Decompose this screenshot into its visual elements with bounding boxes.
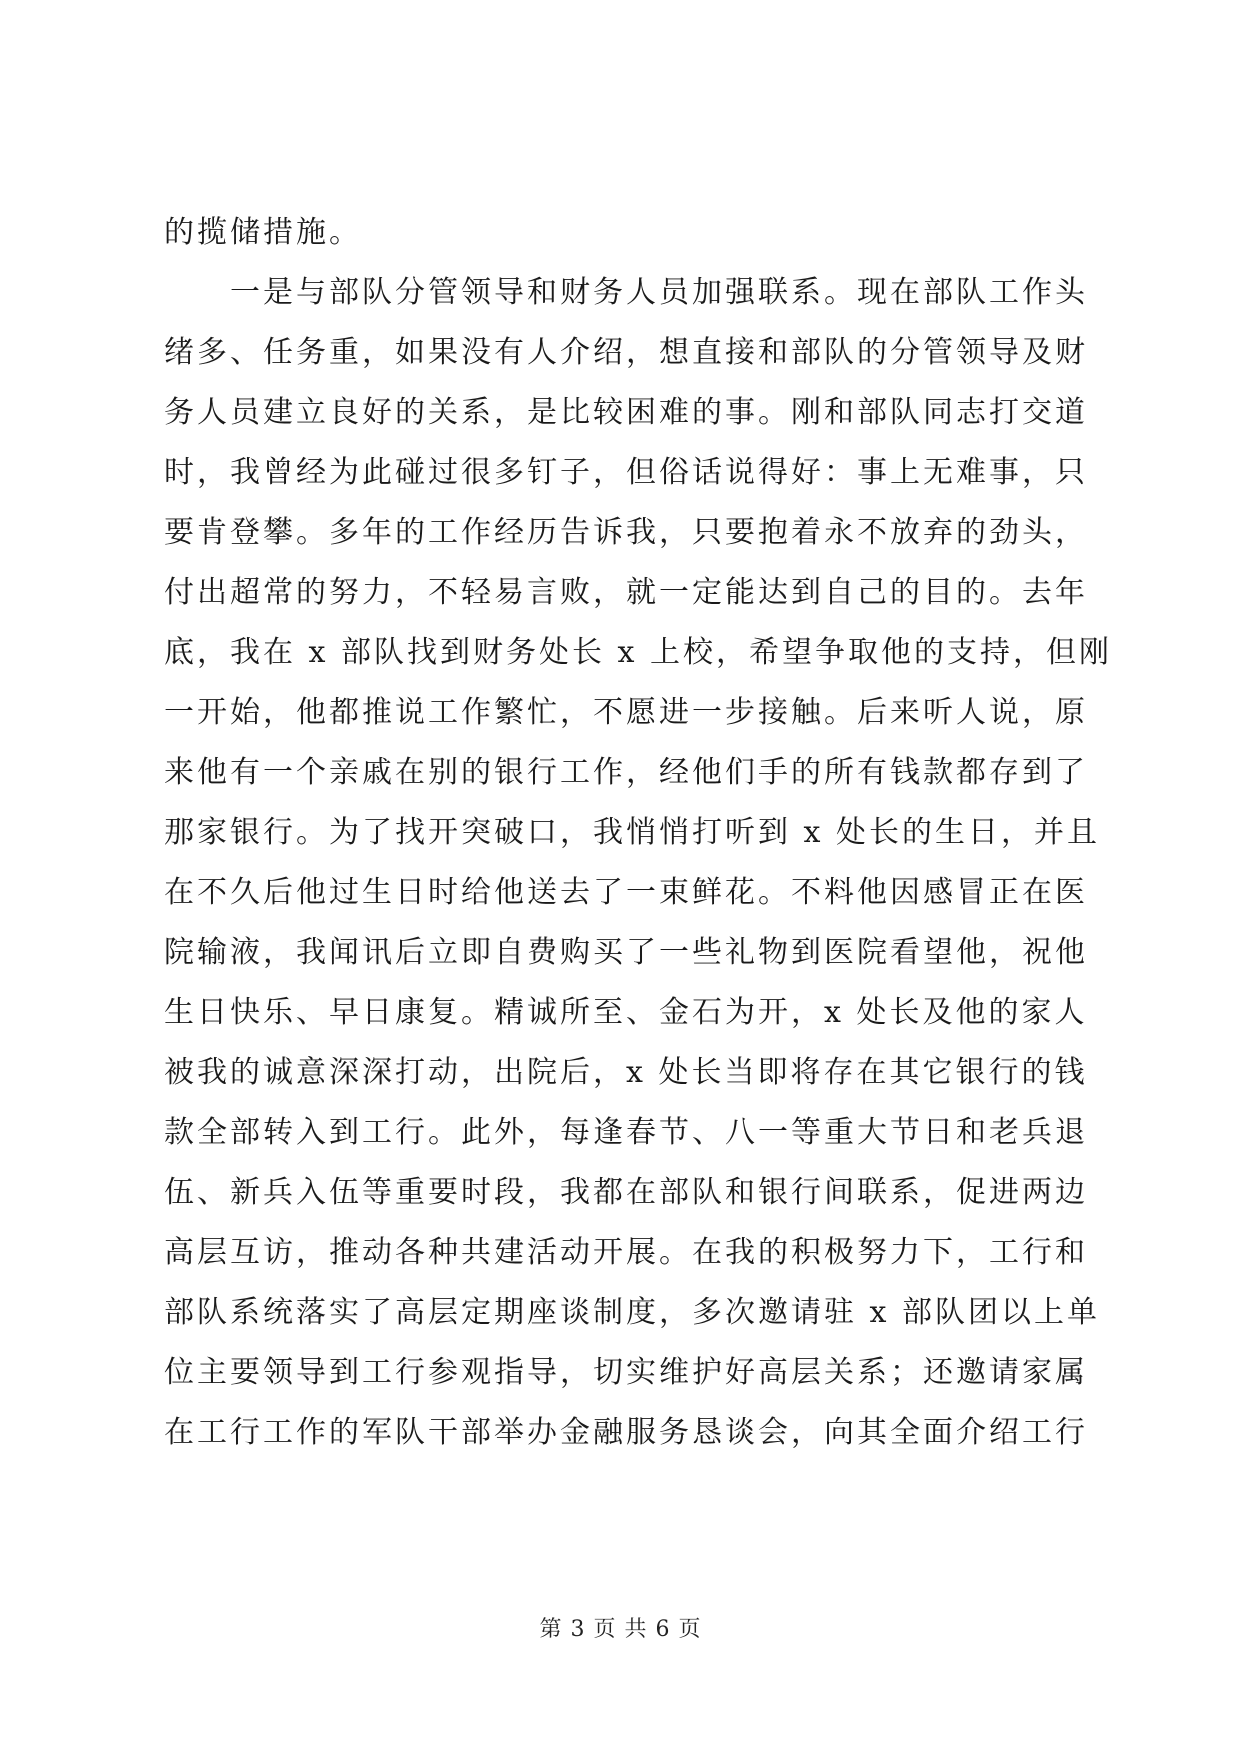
text-line: 院输液，我闻讯后立即自费购买了一些礼物到医院看望他，祝他 <box>164 935 1088 970</box>
text-line: 在工行工作的军队干部举办金融服务恳谈会，向其全面介绍工行 <box>164 1415 1088 1450</box>
text-line: 一是与部队分管领导和财务人员加强联系。现在部队工作头 <box>230 275 1088 310</box>
text-line: 款全部转入到工行。此外，每逢春节、八一等重大节日和老兵退 <box>164 1115 1088 1150</box>
text-line: 那家银行。为了找开突破口，我悄悄打听到 x 处长的生日，并且 <box>164 815 1100 850</box>
text-line: 部队系统落实了高层定期座谈制度，多次邀请驻 x 部队团以上单 <box>164 1295 1100 1330</box>
document-body <box>164 203 1112 1463</box>
text-line: 时，我曾经为此碰过很多钉子，但俗话说得好：事上无难事，只 <box>164 455 1088 490</box>
text-line: 在不久后他过生日时给他送去了一束鲜花。不料他因感冒正在医 <box>164 875 1088 910</box>
text-line: 务人员建立良好的关系，是比较困难的事。刚和部队同志打交道 <box>164 395 1088 430</box>
text-line: 一开始，他都推说工作繁忙，不愿进一步接触。后来听人说，原 <box>164 695 1088 730</box>
text-line: 要肯登攀。多年的工作经历告诉我，只要抱着永不放弃的劲头， <box>164 515 1088 550</box>
page-number-footer: 第 3 页 共 6 页 <box>539 1617 702 1642</box>
text-line: 底，我在 x 部队找到财务处长 x 上校，希望争取他的支持，但刚 <box>164 635 1112 670</box>
text-line: 的揽储措施。 <box>164 215 362 250</box>
text-line: 来他有一个亲戚在别的银行工作，经他们手的所有钱款都存到了 <box>164 755 1088 790</box>
text-line: 伍、新兵入伍等重要时段，我都在部队和银行间联系，促进两边 <box>164 1175 1088 1210</box>
text-line: 付出超常的努力，不轻易言败，就一定能达到自己的目的。去年 <box>164 575 1088 610</box>
text-line: 高层互访，推动各种共建活动开展。在我的积极努力下，工行和 <box>164 1235 1088 1270</box>
text-line: 位主要领导到工行参观指导，切实维护好高层关系；还邀请家属 <box>164 1355 1088 1390</box>
text-line: 生日快乐、早日康复。精诚所至、金石为开，x 处长及他的家人 <box>164 995 1088 1030</box>
text-line: 绪多、任务重，如果没有人介绍，想直接和部队的分管领导及财 <box>164 335 1088 370</box>
text-line: 被我的诚意深深打动，出院后，x 处长当即将存在其它银行的钱 <box>164 1055 1088 1090</box>
